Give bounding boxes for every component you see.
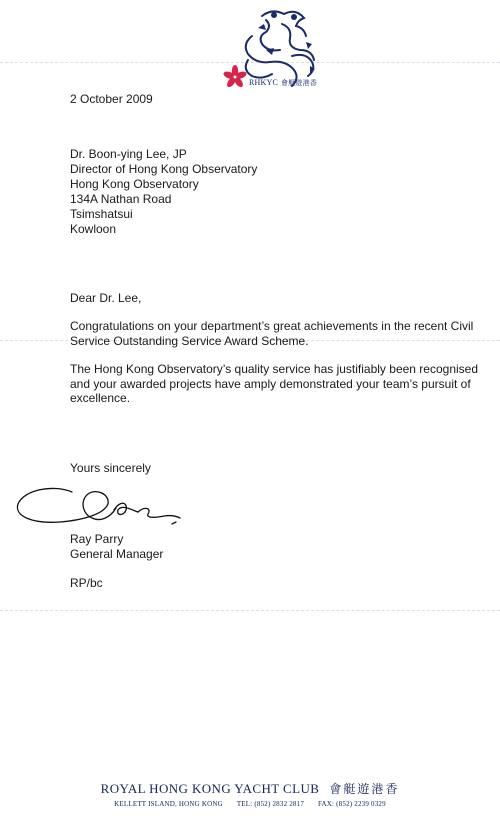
footer-club-name — [0, 780, 500, 797]
recipient-title: Director of Hong Kong Observatory — [70, 162, 258, 176]
body-paragraph-2: The Hong Kong Observatory’s quality service has justifiably been recognised and your awarded projects have amply demonstrated your team’s pursuit of excellence. — [70, 362, 478, 405]
footer-fax: FAX: (852) 2239 0329 — [317, 800, 386, 808]
signer-position: General Manager — [70, 547, 164, 561]
letterhead-caption — [249, 78, 317, 88]
recipient-region: Kowloon — [70, 222, 117, 236]
letterhead-caption-en: RHKYC — [249, 78, 279, 87]
handwritten-signature — [12, 478, 192, 534]
reference-code: RP/bc — [70, 576, 103, 590]
footer-contact — [0, 800, 500, 808]
recipient-organisation: Hong Kong Observatory — [70, 177, 199, 191]
letterhead-caption-zh: 會艇遊港香 — [281, 79, 318, 87]
footer-club-name-zh: 會艇遊港香 — [329, 782, 400, 796]
body-paragraph-1: Congratulations on your department’s great achievements in the recent Civil Service Outstanding Service Award Scheme. — [70, 319, 474, 348]
recipient-address — [70, 147, 257, 237]
footer-club-name-en: ROYAL HONG KONG YACHT CLUB — [100, 781, 320, 796]
signer-name: Ray Parry — [70, 532, 124, 546]
salutation: Dear Dr. Lee, — [70, 291, 142, 305]
recipient-street: 134A Nathan Road — [70, 192, 172, 206]
bauhinia-icon — [223, 65, 248, 89]
letter-date: 2 October 2009 — [70, 92, 153, 106]
footer-tel: TEL: (852) 2832 2817 — [236, 800, 305, 808]
recipient-name: Dr. Boon-ying Lee, JP — [70, 147, 187, 161]
signer-block — [70, 532, 163, 562]
closing: Yours sincerely — [70, 461, 151, 475]
recipient-district: Tsimshatsui — [70, 207, 133, 221]
footer-address: KELLETT ISLAND, HONG KONG — [114, 800, 223, 808]
scan-artifact-line — [0, 610, 500, 611]
